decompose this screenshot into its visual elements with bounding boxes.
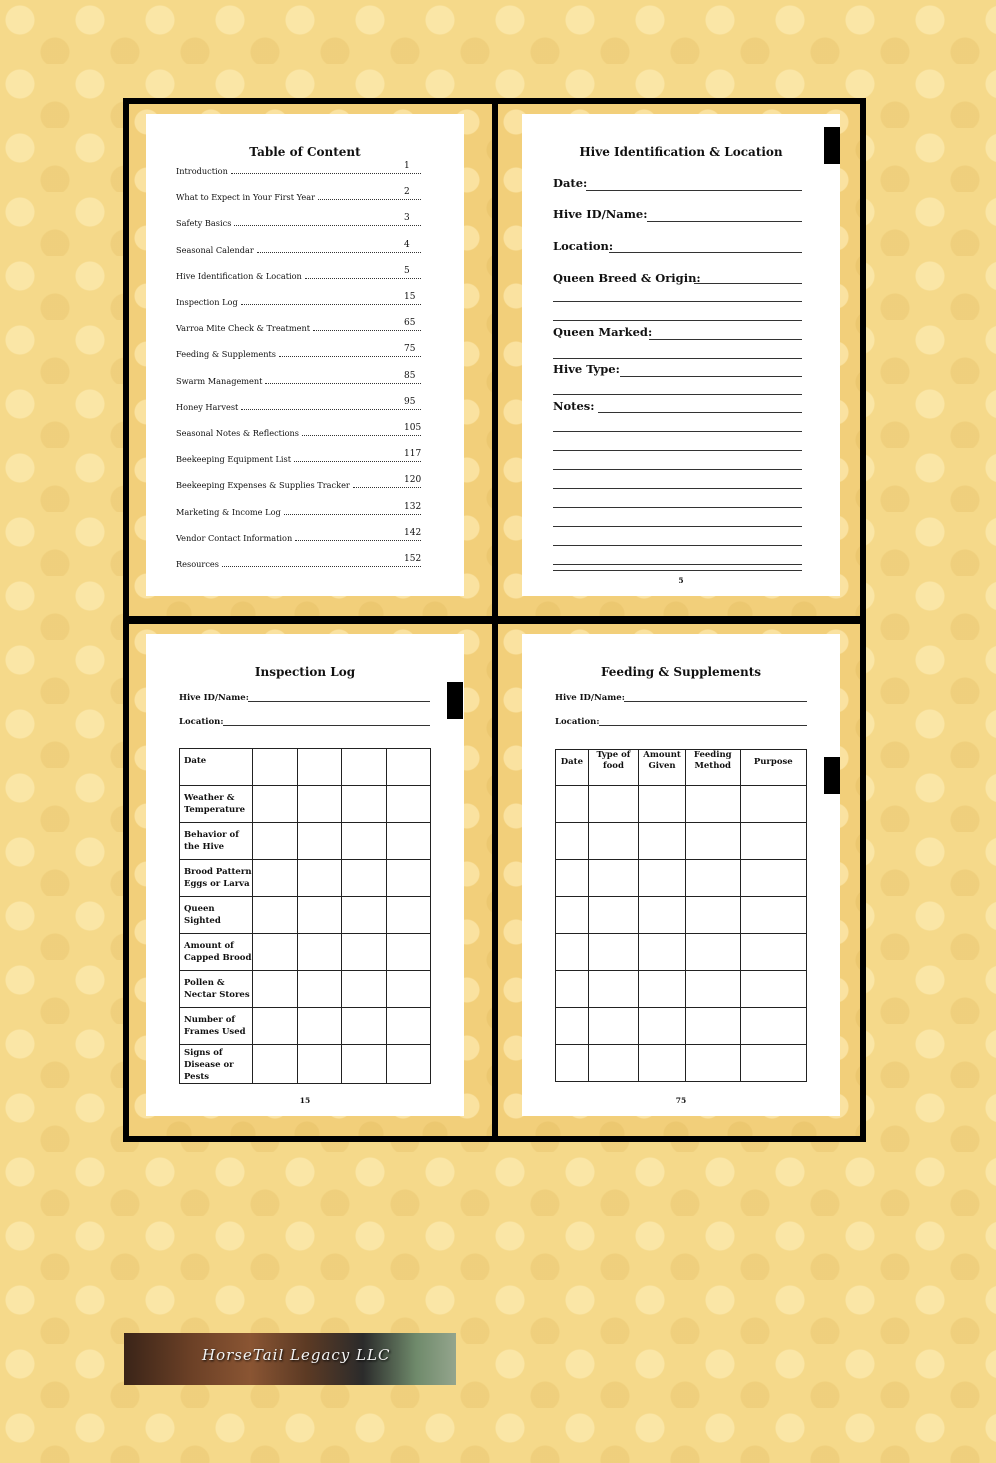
feeding-column-header (556, 750, 589, 786)
feeding-cell[interactable] (556, 823, 589, 860)
inspection-cell[interactable] (253, 971, 298, 1008)
inspection-row-label (180, 1008, 253, 1045)
panel-table-of-content (129, 104, 492, 616)
horsetail-legacy-logo (124, 1333, 456, 1385)
page-number: 5 (678, 576, 684, 585)
toc-item-page: 1 (404, 161, 410, 171)
toc-leader-dots (241, 303, 421, 305)
feeding-hive-id-line (624, 701, 807, 702)
inspection-cell[interactable] (297, 971, 342, 1008)
toc-leader-dots (222, 565, 421, 567)
hive-type-line-2 (553, 394, 802, 395)
feeding-cell[interactable] (740, 971, 806, 1008)
queen-breed-line-3 (553, 320, 802, 321)
inspection-row-label (180, 786, 253, 823)
toc-item-label: Marketing & Income Log (176, 506, 281, 517)
toc-item-page: 85 (404, 370, 416, 381)
inspection-row-label-line: Pests (184, 1072, 210, 1082)
feeding-cell[interactable] (639, 860, 686, 897)
feeding-cell[interactable] (588, 823, 638, 860)
toc-item-label: Swarm Management (176, 375, 263, 386)
inspection-row-label-line: Date (184, 756, 207, 766)
feeding-cell[interactable] (740, 897, 806, 934)
feeding-row (556, 897, 807, 934)
inspection-cell[interactable] (297, 1008, 342, 1045)
inspection-cell[interactable] (253, 934, 298, 971)
inspection-cell[interactable] (253, 897, 298, 934)
notes-label: Notes: (553, 399, 595, 413)
inspection-cell[interactable] (386, 860, 431, 897)
inspection-cell[interactable] (342, 1008, 387, 1045)
feeding-column-header-line: Given (648, 761, 676, 771)
inspection-cell[interactable] (342, 934, 387, 971)
inspection-row-label (180, 971, 253, 1008)
feeding-cell[interactable] (740, 934, 806, 971)
inspection-hive-id-label: Hive ID/Name: (179, 693, 249, 703)
feeding-row (556, 1045, 807, 1082)
inspection-cell[interactable] (342, 1045, 387, 1084)
inspection-cell[interactable] (386, 749, 431, 786)
inspection-cell[interactable] (253, 1045, 298, 1084)
feeding-cell[interactable] (639, 786, 686, 823)
feeding-cell[interactable] (685, 786, 740, 823)
queen-breed-line-2 (553, 301, 802, 302)
inspection-row (180, 823, 431, 860)
inspection-row-label-line: Pollen & (184, 978, 225, 988)
toc-leader-dots (305, 277, 421, 279)
inspection-row (180, 971, 431, 1008)
queen-marked-line-2 (553, 358, 802, 359)
inspection-cell[interactable] (386, 1008, 431, 1045)
toc-item (176, 476, 424, 490)
panel-feeding-supplements (498, 624, 860, 1136)
feeding-cell[interactable] (685, 860, 740, 897)
feeding-cell[interactable] (685, 897, 740, 934)
toc-item (176, 241, 424, 255)
feeding-cell[interactable] (588, 971, 638, 1008)
toc-leader-dots (313, 329, 421, 331)
feeding-column-header (588, 750, 638, 786)
notes-line (553, 564, 802, 565)
toc-leader-dots (241, 408, 421, 410)
inspection-cell[interactable] (386, 934, 431, 971)
feeding-location-label: Location: (555, 717, 600, 727)
inspection-row-label (180, 749, 253, 786)
inspection-row-label-line: Behavior of (184, 830, 239, 840)
toc-item-page: 105 (404, 423, 422, 433)
inspection-cell[interactable] (342, 860, 387, 897)
inspection-row (180, 897, 431, 934)
toc-item-label: Vendor Contact Information (176, 532, 293, 543)
toc-leader-dots (318, 198, 421, 200)
feeding-cell[interactable] (639, 823, 686, 860)
inspection-row (180, 1008, 431, 1045)
feeding-column-header (740, 750, 806, 786)
page-hive-identification (522, 114, 840, 596)
toc-item-page: 5 (404, 265, 410, 276)
logo-text: HorseTail Legacy LLC (202, 1346, 391, 1364)
panel-inspection-log (129, 624, 492, 1136)
inspection-row-label-line: Signs of (184, 1048, 223, 1058)
inspection-row-label-line: Disease or (184, 1060, 234, 1070)
toc-item (176, 529, 424, 543)
preview-frame (123, 98, 866, 1142)
feeding-title: Feeding & Supplements (600, 665, 762, 679)
feeding-cell[interactable] (556, 860, 589, 897)
inspection-row-label-line: Number of (184, 1015, 236, 1025)
inspection-row-label (180, 1045, 253, 1084)
inspection-cell[interactable] (297, 934, 342, 971)
notes-line (553, 450, 802, 451)
hive-type-label: Hive Type: (553, 362, 620, 376)
feeding-row (556, 1008, 807, 1045)
inspection-cell[interactable] (342, 897, 387, 934)
feeding-cell[interactable] (588, 897, 638, 934)
inspection-row-label-line: Temperature (184, 805, 246, 815)
inspection-row-label-line: Weather & (184, 793, 235, 803)
feeding-cell[interactable] (740, 786, 806, 823)
feeding-cell[interactable] (588, 1008, 638, 1045)
feeding-row (556, 934, 807, 971)
page-number: 15 (299, 1096, 311, 1105)
page-table-of-content (146, 114, 464, 596)
feeding-column-header-line: Feeding (693, 750, 732, 760)
feeding-cell[interactable] (685, 971, 740, 1008)
toc-item (176, 424, 424, 438)
hive-id-line (647, 221, 802, 222)
feeding-cell[interactable] (639, 1045, 686, 1082)
toc-item (176, 162, 424, 176)
page-number: 75 (675, 1096, 687, 1105)
toc-item-label: Hive Identification & Location (176, 270, 302, 281)
toc-item-page: 142 (404, 527, 422, 538)
inspection-cell[interactable] (342, 749, 387, 786)
toc-leader-dots (257, 251, 421, 253)
toc-leader-dots (295, 539, 421, 541)
inspection-cell[interactable] (297, 823, 342, 860)
inspection-cell[interactable] (253, 749, 298, 786)
feeding-cell[interactable] (639, 897, 686, 934)
inspection-row-label (180, 934, 253, 971)
toc-item (176, 293, 424, 307)
feeding-column-header (685, 750, 740, 786)
toc-item (176, 214, 424, 228)
feeding-column-header-line: food (602, 761, 624, 771)
toc-item-label: What to Expect in Your First Year (176, 192, 315, 203)
toc-item-label: Beekeeping Equipment List (176, 454, 292, 465)
toc-item-page: 4 (404, 239, 410, 250)
inspection-cell[interactable] (342, 823, 387, 860)
inspection-cell[interactable] (253, 1008, 298, 1045)
feeding-cell[interactable] (556, 897, 589, 934)
toc-item (176, 372, 424, 386)
feeding-cell[interactable] (685, 823, 740, 860)
inspection-row (180, 749, 431, 786)
toc-item (176, 555, 424, 569)
hive-id-label: Hive ID/Name: (553, 207, 648, 221)
feeding-cell[interactable] (685, 934, 740, 971)
date-line (586, 190, 802, 191)
toc-item-label: Seasonal Notes & Reflections (176, 428, 299, 438)
date-label: Date: (553, 176, 588, 190)
feeding-cell[interactable] (556, 971, 589, 1008)
notes-line (553, 507, 802, 508)
feeding-cell[interactable] (588, 786, 638, 823)
toc-item (176, 345, 424, 359)
feeding-column-header-line: Method (694, 761, 732, 771)
inspection-cell[interactable] (386, 823, 431, 860)
toc-leader-dots (284, 513, 421, 515)
toc-item-page: 132 (404, 501, 422, 512)
toc-leader-dots (279, 355, 421, 357)
inspection-cell[interactable] (386, 786, 431, 823)
toc-item (176, 503, 424, 517)
inspection-row-label-line: Queen (184, 904, 215, 914)
toc-item-label: Honey Harvest (176, 401, 239, 412)
toc-item-page: 75 (404, 344, 416, 355)
panel-hive-identification (498, 104, 860, 616)
location-line (609, 252, 802, 253)
feeding-cell[interactable] (588, 1045, 638, 1082)
inspection-row-label-line: Nectar Stores (184, 990, 250, 1000)
feeding-row (556, 786, 807, 823)
inspection-cell[interactable] (253, 823, 298, 860)
inspection-row-label-line: Eggs or Larva (184, 879, 250, 889)
inspection-row-label-line: Amount of (184, 941, 234, 951)
inspection-cell[interactable] (386, 1045, 431, 1084)
toc-leader-dots (302, 434, 421, 436)
toc-item-page: 15 (404, 292, 416, 302)
queen-marked-line (649, 339, 802, 340)
feeding-hive-id-label: Hive ID/Name: (555, 693, 625, 703)
notes-line (553, 545, 802, 546)
feeding-cell[interactable] (588, 860, 638, 897)
hive-type-line (620, 376, 802, 377)
inspection-row (180, 860, 431, 897)
location-label: Location: (553, 239, 614, 253)
feeding-column-header-line: Date (560, 757, 583, 767)
inspection-title: Inspection Log (254, 665, 356, 679)
inspection-cell[interactable] (297, 1045, 342, 1084)
inspection-cell[interactable] (253, 860, 298, 897)
toc-item-page: 3 (404, 213, 410, 224)
toc-item-page: 2 (404, 187, 410, 198)
inspection-cell[interactable] (342, 971, 387, 1008)
toc-item-page: 117 (404, 449, 422, 460)
feeding-table (555, 749, 807, 1082)
inspection-row (180, 934, 431, 971)
inspection-cell[interactable] (297, 749, 342, 786)
inspection-row-label (180, 897, 253, 934)
toc-leader-dots (353, 486, 421, 488)
toc-item (176, 398, 424, 412)
inspection-cell[interactable] (297, 786, 342, 823)
notes-line (553, 431, 802, 432)
toc-item-label: Introduction (176, 166, 228, 176)
toc-item-label: Seasonal Calendar (176, 244, 254, 255)
toc-item-label: Inspection Log (176, 297, 238, 307)
inspection-cell[interactable] (386, 971, 431, 1008)
toc-title: Table of Content (249, 145, 361, 159)
page-inspection-log (146, 634, 464, 1116)
feeding-cell[interactable] (639, 971, 686, 1008)
inspection-row-label-line: Capped Brood (184, 953, 252, 963)
feeding-column-header-line: Purpose (753, 757, 793, 767)
feeding-cell[interactable] (740, 1008, 806, 1045)
inspection-row-label-line: Frames Used (184, 1027, 246, 1037)
toc-item-label: Safety Basics (176, 218, 232, 229)
inspection-location-line (223, 725, 430, 726)
hive-title: Hive Identification & Location (579, 145, 783, 159)
inspection-location-label: Location: (179, 717, 224, 727)
section-tab-marker (824, 757, 840, 794)
toc-item-label: Resources (176, 559, 219, 569)
feeding-cell[interactable] (588, 934, 638, 971)
feeding-row (556, 860, 807, 897)
toc-item-label: Feeding & Supplements (176, 349, 276, 360)
notes-line (553, 488, 802, 489)
notes-line (598, 412, 802, 413)
feeding-column-header-line: Type of (596, 750, 631, 760)
queen-breed-label: Queen Breed & Origin: (553, 271, 701, 285)
inspection-row (180, 1045, 431, 1084)
feeding-cell[interactable] (639, 934, 686, 971)
feeding-cell[interactable] (740, 823, 806, 860)
toc-item-page: 65 (404, 318, 416, 329)
feeding-location-line (599, 725, 807, 726)
toc-item-label: Varroa Mite Check & Treatment (176, 323, 311, 334)
toc-item-label: Beekeeping Expenses & Supplies Tracker (176, 480, 350, 491)
section-tab-marker (447, 682, 463, 719)
inspection-hive-id-line (248, 701, 430, 702)
toc-leader-dots (231, 172, 421, 174)
toc-leader-dots (265, 382, 421, 384)
toc-item (176, 450, 424, 464)
inspection-row (180, 786, 431, 823)
toc-leader-dots (294, 460, 421, 462)
feeding-cell[interactable] (556, 934, 589, 971)
notes-line (553, 526, 802, 527)
feeding-cell[interactable] (740, 860, 806, 897)
inspection-table (179, 748, 431, 1084)
feeding-cell[interactable] (556, 786, 589, 823)
inspection-cell[interactable] (342, 786, 387, 823)
feeding-cell[interactable] (639, 1008, 686, 1045)
toc-item-page: 120 (404, 475, 422, 486)
feeding-column-header-line: Amount (643, 750, 681, 760)
feeding-cell[interactable] (556, 1008, 589, 1045)
toc-item (176, 319, 424, 333)
feeding-cell[interactable] (685, 1045, 740, 1082)
page-feeding-supplements (522, 634, 840, 1116)
feeding-cell[interactable] (556, 1045, 589, 1082)
inspection-row-label-line: the Hive (184, 842, 225, 852)
inspection-row-label (180, 823, 253, 860)
inspection-cell[interactable] (297, 897, 342, 934)
notes-line (553, 570, 802, 571)
notes-line (553, 469, 802, 470)
inspection-row-label-line: Brood Pattern (184, 867, 252, 877)
feeding-cell[interactable] (685, 1008, 740, 1045)
inspection-cell[interactable] (253, 786, 298, 823)
feeding-row (556, 971, 807, 1008)
queen-marked-label: Queen Marked: (553, 325, 653, 339)
feeding-cell[interactable] (740, 1045, 806, 1082)
inspection-cell[interactable] (297, 860, 342, 897)
toc-item (176, 267, 424, 281)
toc-item (176, 188, 424, 202)
toc-leader-dots (234, 224, 421, 226)
inspection-row-label (180, 860, 253, 897)
queen-breed-line (694, 283, 802, 284)
inspection-row-label-line: Sighted (184, 916, 221, 926)
toc-item-page: 152 (404, 554, 422, 564)
feeding-row (556, 823, 807, 860)
toc-item-page: 95 (404, 396, 416, 407)
feeding-column-header (639, 750, 686, 786)
inspection-cell[interactable] (386, 897, 431, 934)
